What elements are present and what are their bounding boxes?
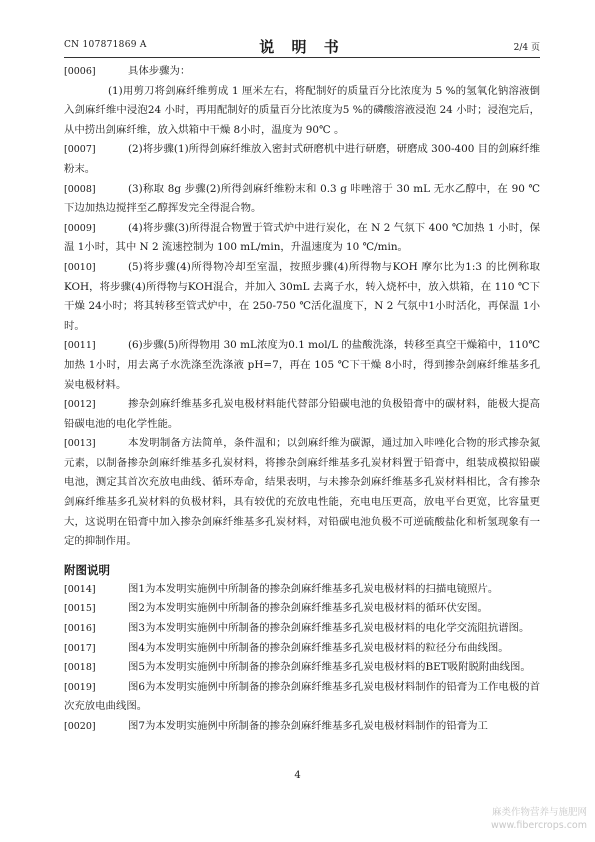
paragraph-text: 图5为本发明实施例中所制备的掺杂剑麻纤维基多孔炭电极材料的BET吸附脱附曲线图。: [128, 661, 531, 674]
paragraph-number: [0007]: [64, 144, 96, 156]
paragraph-number: [0011]: [64, 340, 96, 352]
watermark-site-name: 麻类作物营养与施肥网: [491, 807, 587, 818]
paragraph-number: [0009]: [64, 222, 96, 234]
paragraph-text: (1)用剪刀将剑麻纤维剪成 1 厘米左右，将配制好的质量百分比浓度为 5 %的氢氧化钠溶液倒入剑麻纤维中浸泡24 小时，再用配制好的质量百分比浓度为5 %的磷酸溶液浸泡 24 小时；浸泡完后，从中捞出剑麻纤维，放入烘箱中干燥 8小时，温度为 90℃ 。: [64, 84, 540, 136]
paragraph-text: 图1为本发明实施例中所制备的掺杂剑麻纤维基多孔炭电极材料的扫描电镜照片。: [128, 582, 499, 595]
figure-description: [64, 580, 540, 600]
figure-description: [64, 599, 540, 619]
paragraph-text: 图7为本发明实施例中所制备的掺杂剑麻纤维基多孔炭电极材料制作的铅膏为工: [128, 720, 488, 732]
watermark-url: www.fibercrops.com: [490, 820, 587, 831]
paragraph: [64, 140, 540, 179]
document-title: 说 明 书: [259, 38, 345, 56]
paragraph-number: [0019]: [64, 681, 96, 693]
paragraph-number: [0012]: [64, 399, 96, 411]
figure-description: [64, 717, 540, 737]
figure-description: [64, 658, 540, 678]
page-number: 4: [294, 770, 301, 781]
paragraph-number: [0020]: [64, 721, 96, 732]
paragraph: [64, 434, 540, 552]
paragraph-number: [0008]: [64, 183, 96, 195]
paragraph-text: 图2为本发明实施例中所制备的掺杂剑麻纤维基多孔炭电极材料的循环伏安图。: [128, 602, 488, 615]
paragraph: [64, 219, 540, 258]
paragraph-text: (3)称取 8g 步骤(2)所得剑麻纤维粉末和 0.3 g 咔唑溶于 30 mL 无水乙醇中，在 90 ℃下边加热边搅拌至乙醇挥发完全得混合物。: [64, 182, 540, 215]
header-divider: [64, 57, 540, 58]
paragraph: [64, 180, 540, 219]
document-body: [64, 62, 540, 737]
paragraph-number: [0013]: [64, 438, 96, 450]
site-watermark: [491, 806, 587, 832]
paragraph-number: [0006]: [64, 66, 96, 77]
paragraph-text: (6)步骤(5)所得物用 30 mL浓度为0.1 mol/L 的盐酸洗涤，转移至真空干燥箱中，110℃加热 1小时，用去离子水洗涤至洗涤液 pH=7，再在 105 ℃下干燥 8小时，得到掺杂剑麻纤维基多孔炭电极材料。: [64, 339, 540, 391]
figure-description: [64, 639, 540, 659]
paragraph-number: [0010]: [64, 261, 96, 273]
paragraph-number: [0017]: [64, 642, 96, 654]
paragraph: [64, 62, 540, 82]
paragraph-number: [0018]: [64, 662, 96, 674]
paragraph-text: 图6为本发明实施例中所制备的掺杂剑麻纤维基多孔炭电极材料制作的铅膏为工作电极的首次充放电曲线图。: [64, 680, 540, 713]
paragraph: [64, 258, 540, 336]
paragraph-number: [0014]: [64, 583, 96, 595]
paragraph-text: (4)将步骤(3)所得混合物置于管式炉中进行炭化，在 N 2 气氛下 400 ℃加热 1 小时，保温 1小时，其中 N 2 流速控制为 100 mL/min，升温速度为 10 ℃/min。: [64, 221, 540, 254]
paragraph: [64, 336, 540, 395]
page-header: [64, 36, 540, 54]
paragraph-text: 图4为本发明实施例中所制备的掺杂剑麻纤维基多孔炭电极材料的粒径分布曲线图。: [128, 641, 509, 654]
paragraph-text: 掺杂剑麻纤维基多孔炭电极材料能代替部分铅碳电池的负极铅膏中的碳材料，能极大提高铅碳电池的电化学性能。: [64, 398, 540, 430]
page-indicator: 2/4 页: [513, 43, 540, 53]
paragraph-number: [0015]: [64, 603, 96, 615]
figure-description: [64, 619, 540, 639]
paragraph: [64, 395, 540, 434]
paragraph-number: [0016]: [64, 623, 96, 635]
paragraph: [64, 82, 540, 141]
paragraph-text: 图3为本发明实施例中所制备的掺杂剑麻纤维基多孔炭电极材料的电化学交流阻抗谱图。: [128, 622, 530, 635]
section-heading: 附图说明: [64, 562, 110, 577]
paragraph-text: (2)将步骤(1)所得剑麻纤维放入密封式研磨机中进行研磨，研磨成 300-400 目的剑麻纤维粉末。: [64, 143, 540, 175]
paragraph-text: 本发明制备方法简单，条件温和；以剑麻纤维为碳源，通过加入咔唑化合物的形式掺杂氮元素，以制备掺杂剑麻纤维基多孔炭材料，将掺杂剑麻纤维基多孔炭材料置于铅膏中，组装成模拟铅碳电池，测定其首次充放电曲线、循环寿命，结果表明，与未掺杂剑麻纤维基多孔炭材料相比，含有掺杂剑麻纤维基多孔炭材料的负极材料，具有较优的充放电性能，充电电压更高，放电平台更宽，比容量更大，这说明在铅膏中加入掺杂剑麻纤维基多孔炭材料，对铅碳电池负极不可逆硫酸盐化和析氢现象有一定的抑制作用。: [64, 437, 540, 548]
figure-description: [64, 678, 540, 717]
paragraph-text: (5)将步骤(4)所得物冷却至室温，按照步骤(4)所得物与KOH 摩尔比为1:3 的比例称取KOH，将步骤(4)所得物与KOH混合，并加入 30mL 去离子水，转入烧杯中，放入烘箱，在 110 ℃下干燥 24小时；将其转移至管式炉中，在 250-750 ℃活化温度下，N 2 气氛中1小时活化，再保温 1小时。: [64, 260, 540, 332]
patent-number: CN 107871869 A: [64, 40, 147, 50]
paragraph-text: 具体步骤为：: [128, 65, 191, 77]
